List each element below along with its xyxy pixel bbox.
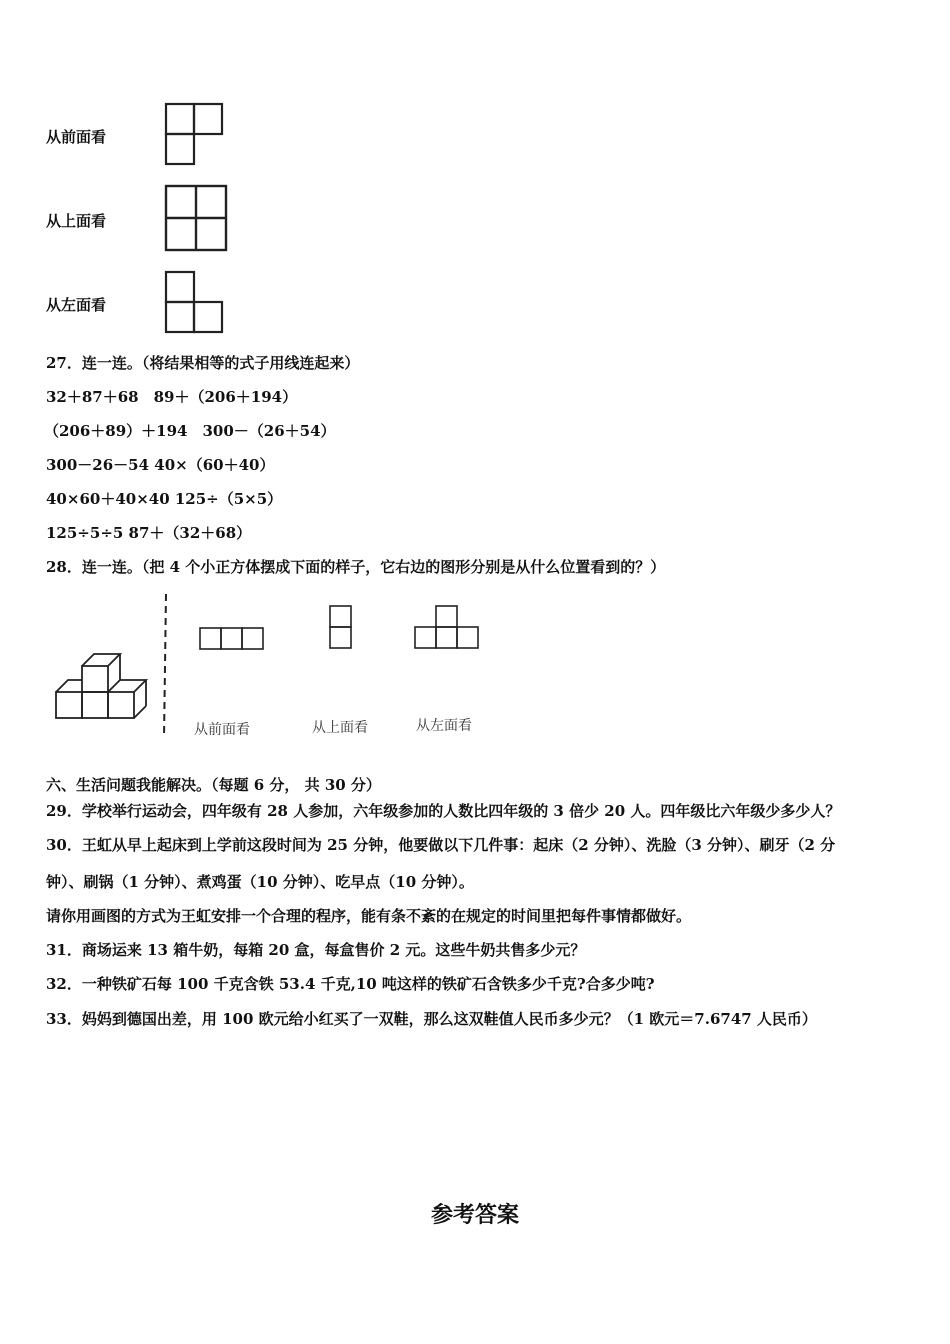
- q30-line3: 请你用画图的方式为王虹安排一个合理的程序，能有条不紊的在规定的时间里把每件事情都做好。: [46, 907, 692, 925]
- q32: 32．一种铁矿石每 100 千克含铁 53.4 千克,10 吨这样的铁矿石含铁多少千克?合多少吨?: [46, 975, 655, 993]
- section6-heading: 六、生活问题我能解决。（每题 6 分， 共 30 分）: [46, 776, 381, 794]
- q28-figure: [46, 590, 506, 750]
- q30-line2: 钟）、刷锅（1 分钟）、煮鸡蛋（10 分钟）、吃早点（10 分钟）。: [46, 873, 474, 891]
- q33: 33．妈妈到德国出差，用 100 欧元给小红买了一双鞋，那么这双鞋值人民币多少元？（1 欧元＝7.6747 人民币）: [46, 1010, 817, 1028]
- q28-title: 28．连一连。（把 4 个小正方体摆成下面的样子，它右边的图形分别是从什么位置看到的？）: [46, 558, 666, 576]
- q27-row: 32＋87＋68 89＋（206＋194）: [46, 388, 298, 406]
- divider-line: [164, 594, 166, 738]
- q30-line1: 30．王虹从早上起床到上学前这段时间为 25 分钟，他要做以下几件事：起床（2 分钟）、洗脸（3 分钟）、刷牙（2 分: [46, 836, 836, 854]
- q27-row: （206＋89）＋194 300－（26＋54）: [44, 422, 336, 440]
- q27-row: 40×60＋40×40 125÷（5×5）: [46, 490, 283, 508]
- left-view-answer-icon: [415, 606, 478, 648]
- top-view-icon: [160, 182, 232, 254]
- q31: 31．商场运来 13 箱牛奶，每箱 20 盒，每盒售价 2 元。这些牛奶共售多少元？: [46, 941, 586, 959]
- q27-row: 125÷5÷5 87＋（32＋68）: [46, 524, 252, 542]
- q29: 29．学校举行运动会，四年级有 28 人参加，六年级参加的人数比四年级的 3 倍少 20 人。四年级比六年级少多少人？: [46, 802, 841, 820]
- view-label-top: 从上面看: [46, 212, 107, 230]
- top-view-answer-icon: [330, 606, 351, 648]
- q27-row: 300－26－54 40×（60＋40）: [46, 456, 275, 474]
- left-view-icon: [160, 268, 230, 338]
- answer-title: 参考答案: [430, 1202, 519, 1228]
- q28-label: 从上面看: [312, 720, 368, 736]
- front-view-answer-icon: [200, 628, 263, 649]
- cube-stack-icon: [56, 654, 146, 718]
- q27-title: 27．连一连。（将结果相等的式子用线连起来）: [46, 354, 360, 372]
- q28-label: 从左面看: [416, 718, 472, 734]
- view-label-front: 从前面看: [46, 128, 107, 146]
- front-view-icon: [160, 100, 230, 170]
- view-label-left: 从左面看: [46, 296, 107, 314]
- q28-label: 从前面看: [194, 722, 250, 738]
